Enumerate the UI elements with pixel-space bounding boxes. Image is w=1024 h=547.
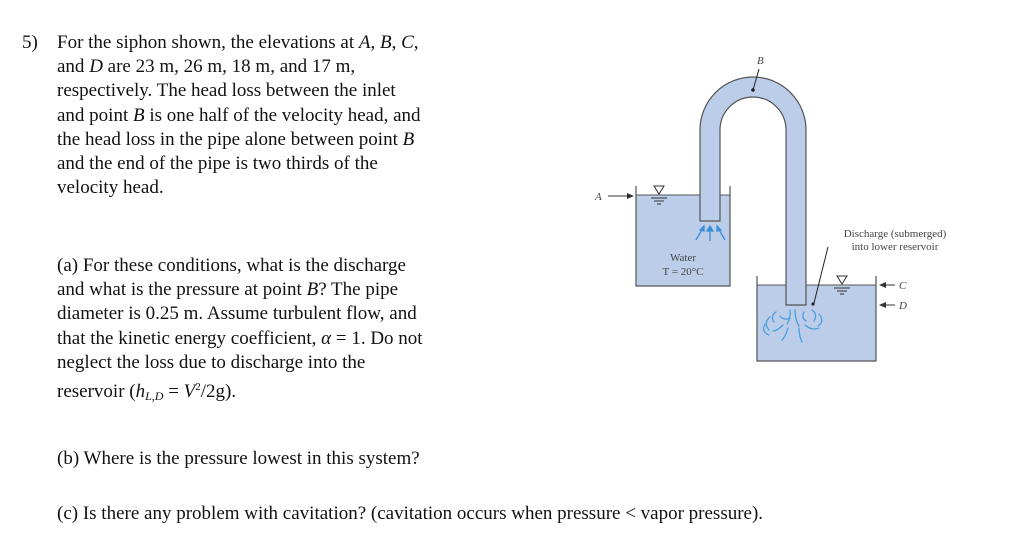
problem-statement-line: respectively. The head loss between the inlet [57,80,396,102]
label-a: A [595,191,602,203]
water-surface-icon [837,276,847,284]
label-discharge-line1: Discharge (submerged) [843,228,947,240]
problem-statement-line: and point B is one half of the velocity head, and [57,104,421,126]
part-a-line: reservoir $(h_{L,D} = V^2/2g)$. [57,380,237,403]
label-b: B [757,55,764,67]
label-discharge-line2: into lower reservoir [851,241,939,253]
part-a-line: neglect the loss due to discharge into the [57,351,366,373]
label-water: Water [670,252,696,264]
problem-statement [57,31,421,200]
part-b-question: (b) Where is the pressure lowest in this system? [57,448,420,469]
problem-statement-line: and D are 23 m, 26 m, 18 m, and 17 m, [57,56,356,78]
part-a-line: that the kinetic energy coefficient, α = 1. Do not [57,327,423,349]
siphon-diagram [590,40,1010,400]
arrow-a-icon [627,193,634,199]
label-c: C [899,280,907,292]
part-a-line: (a) For these conditions, what is the discharge [57,255,406,276]
problem-number: 5) [22,32,38,53]
problem-statement-line: and the end of the pipe is two thirds of the [57,152,378,174]
water-surface-icon [654,186,664,194]
part-a-line: diameter is 0.25 m. Assume turbulent flow, and [57,303,417,325]
lower-reservoir-water [757,285,876,361]
problem-statement-line: For the siphon shown, the elevations at A, B, C, [57,32,419,53]
label-temperature: T = 20°C [662,266,704,278]
part-a-line: and what is the pressure at point B? The pipe [57,279,399,301]
alpha-symbol: α [321,327,332,349]
part-c-question: (c) Is there any problem with cavitation? (cavitation occurs when pressure < vapor pressure). [57,503,764,524]
arrow-d-icon [879,302,886,308]
label-d: D [899,300,907,312]
problem-statement-line: the head loss in the pipe alone between point B [57,128,415,150]
problem-statement-line: velocity head. [57,177,164,199]
arrow-c-icon [879,282,886,288]
part-a-question [57,254,423,403]
